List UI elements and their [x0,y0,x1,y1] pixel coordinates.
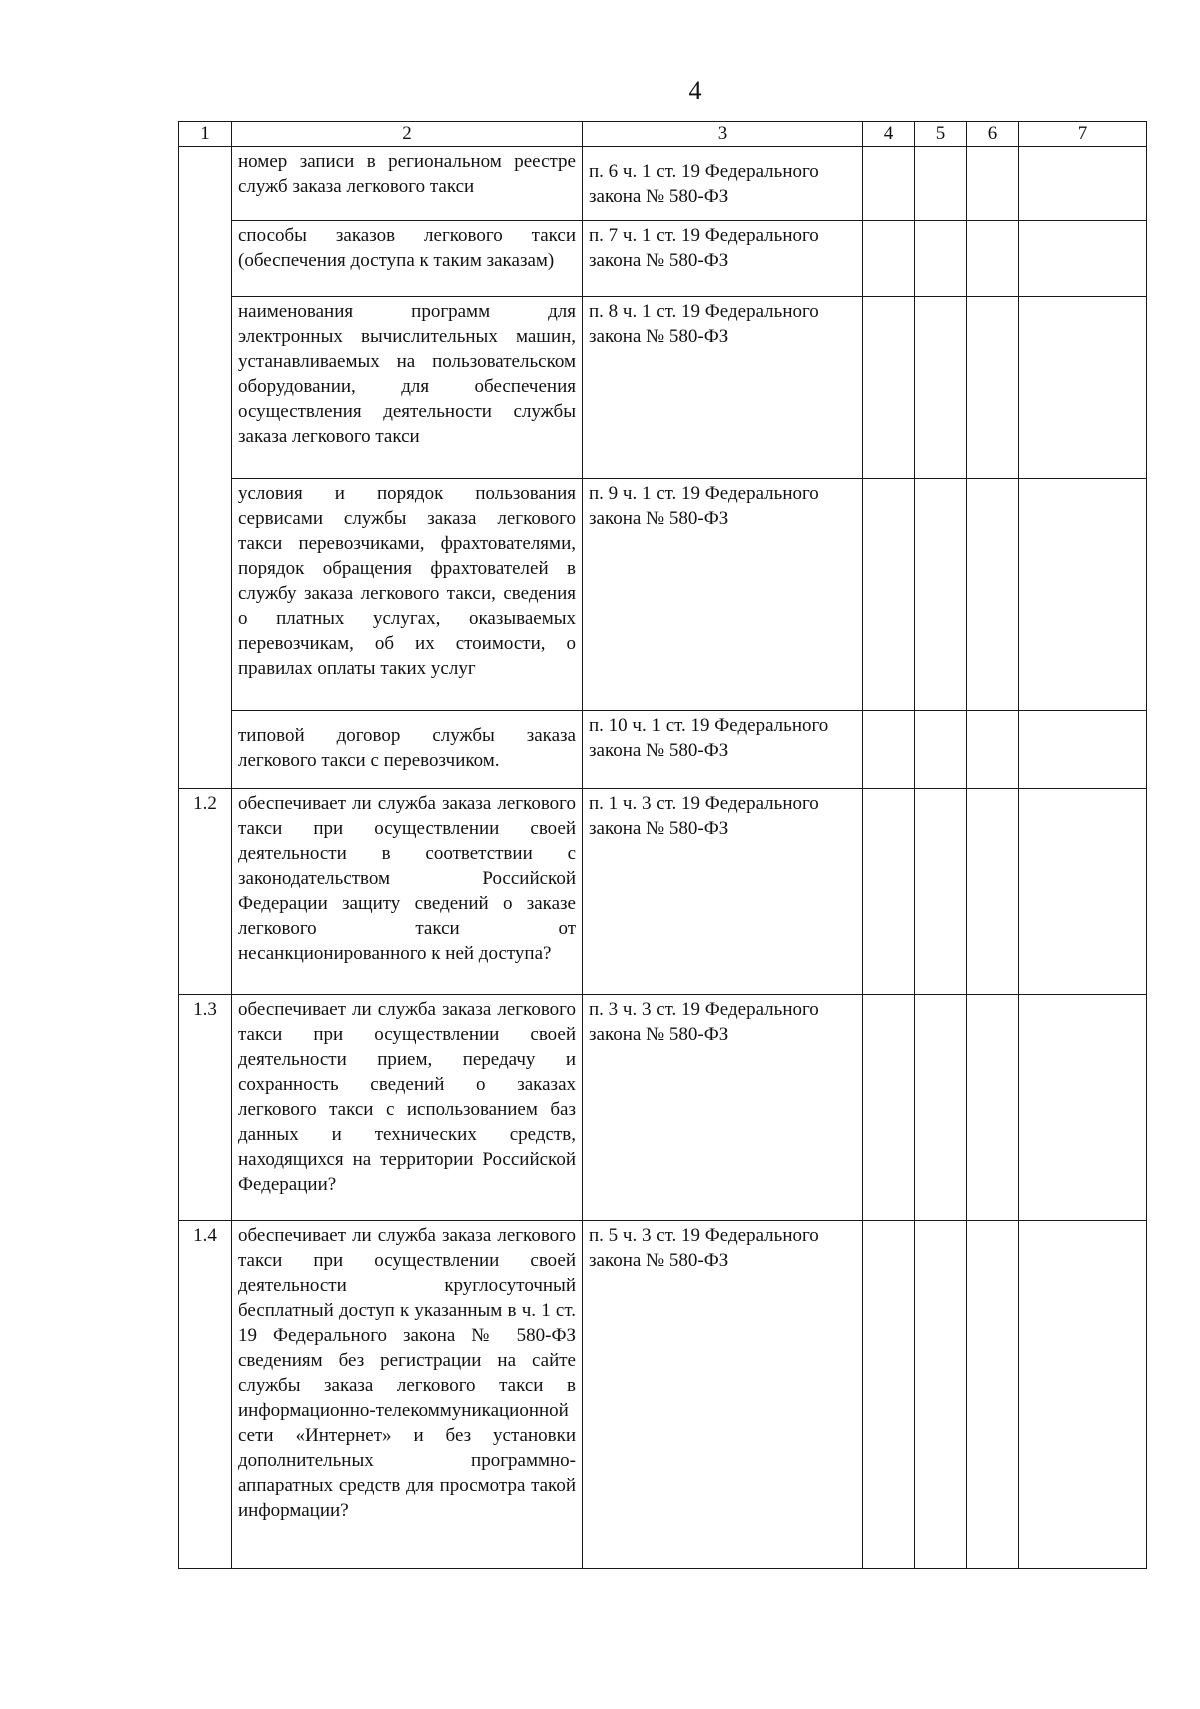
header-cell-5: 5 [915,122,967,147]
table-row [179,711,1147,789]
empty-cell [1019,297,1147,479]
row-number-cell: 1.4 [179,1221,232,1569]
empty-cell [967,711,1019,789]
empty-cell [863,789,915,995]
legal-basis-cell: п. 1 ч. 3 ст. 19 Федерального закона № 580-ФЗ [583,789,863,995]
empty-cell [915,297,967,479]
legal-basis-cell: п. 8 ч. 1 ст. 19 Федерального закона № 580-ФЗ [583,297,863,479]
table-row [179,297,1147,479]
row-number-cell: 1.2 [179,789,232,995]
empty-cell [915,711,967,789]
empty-cell [1019,995,1147,1221]
table-row [179,147,1147,221]
empty-cell [863,297,915,479]
table-row [179,995,1147,1221]
empty-cell [967,147,1019,221]
empty-cell [967,1221,1019,1569]
table-row [179,1221,1147,1569]
question-cell: наименования программ для электронных вычислительных машин, устанавливаемых на пользовательском оборудовании, для обеспечения осуществления деятельности службы заказа легкового такси [232,297,583,479]
question-cell: способы заказов легкового такси (обеспечения доступа к таким заказам) [232,221,583,297]
empty-cell [1019,479,1147,711]
legal-basis-cell: п. 6 ч. 1 ст. 19 Федерального закона № 580-ФЗ [583,147,863,221]
empty-cell [1019,1221,1147,1569]
empty-cell [915,995,967,1221]
checklist-table [178,121,1147,1569]
table-row [179,479,1147,711]
empty-cell [863,1221,915,1569]
question-cell: обеспечивает ли служба заказа легкового такси при осуществлении своей деятельности круглосуточный бесплатный доступ к указанным в ч. 1 ст. 19 Федерального закона № 580-ФЗ сведениям без регистрации на сайте службы заказа легкового такси в информационно-телекоммуникационной сети «Интернет» и без установки дополнительных программно-аппаратных средств для просмотра такой информации? [232,1221,583,1569]
empty-cell [915,479,967,711]
table-row [179,221,1147,297]
empty-cell [1019,789,1147,995]
empty-cell [863,221,915,297]
empty-cell [1019,147,1147,221]
empty-cell [967,297,1019,479]
legal-basis-cell: п. 9 ч. 1 ст. 19 Федерального закона № 580-ФЗ [583,479,863,711]
empty-cell [967,221,1019,297]
empty-cell [967,479,1019,711]
page-number: 4 [688,76,702,105]
empty-cell [863,711,915,789]
question-cell: номер записи в региональном реестре служб заказа легкового такси [232,147,583,221]
empty-cell [1019,221,1147,297]
empty-cell [915,147,967,221]
row-number-cell: 1.3 [179,995,232,1221]
empty-cell [967,789,1019,995]
legal-basis-cell: п. 3 ч. 3 ст. 19 Федерального закона № 580-ФЗ [583,995,863,1221]
question-cell: условия и порядок пользования сервисами службы заказа легкового такси перевозчиками, фрахтователями, порядок обращения фрахтователей в службу заказа легкового такси, сведения о платных услугах, оказываемых перевозчикам, об их стоимости, о правилах оплаты таких услуг [232,479,583,711]
empty-cell [967,995,1019,1221]
empty-cell [915,789,967,995]
empty-cell [863,147,915,221]
question-cell: типовой договор службы заказа легкового такси с перевозчиком. [232,711,583,789]
empty-cell [863,995,915,1221]
legal-basis-cell: п. 7 ч. 1 ст. 19 Федерального закона № 580-ФЗ [583,221,863,297]
legal-basis-cell: п. 5 ч. 3 ст. 19 Федерального закона № 580-ФЗ [583,1221,863,1569]
empty-cell [1019,711,1147,789]
header-cell-3: 3 [583,122,863,147]
table-row [179,789,1147,995]
table-header-row [179,122,1147,147]
empty-cell [915,221,967,297]
header-cell-6: 6 [967,122,1019,147]
header-cell-1: 1 [179,122,232,147]
header-cell-7: 7 [1019,122,1147,147]
row-number-cell [179,147,232,789]
legal-basis-cell: п. 10 ч. 1 ст. 19 Федерального закона № 580-ФЗ [583,711,863,789]
empty-cell [863,479,915,711]
question-cell: обеспечивает ли служба заказа легкового такси при осуществлении своей деятельности в соответствии с законодательством Российской Федерации защиту сведений о заказе легкового такси от несанкционированного к ней доступа? [232,789,583,995]
question-cell: обеспечивает ли служба заказа легкового такси при осуществлении своей деятельности прием, передачу и сохранность сведений о заказах легкового такси с использованием баз данных и технических средств, находящихся на территории Российской Федерации? [232,995,583,1221]
header-cell-4: 4 [863,122,915,147]
header-cell-2: 2 [232,122,583,147]
empty-cell [915,1221,967,1569]
